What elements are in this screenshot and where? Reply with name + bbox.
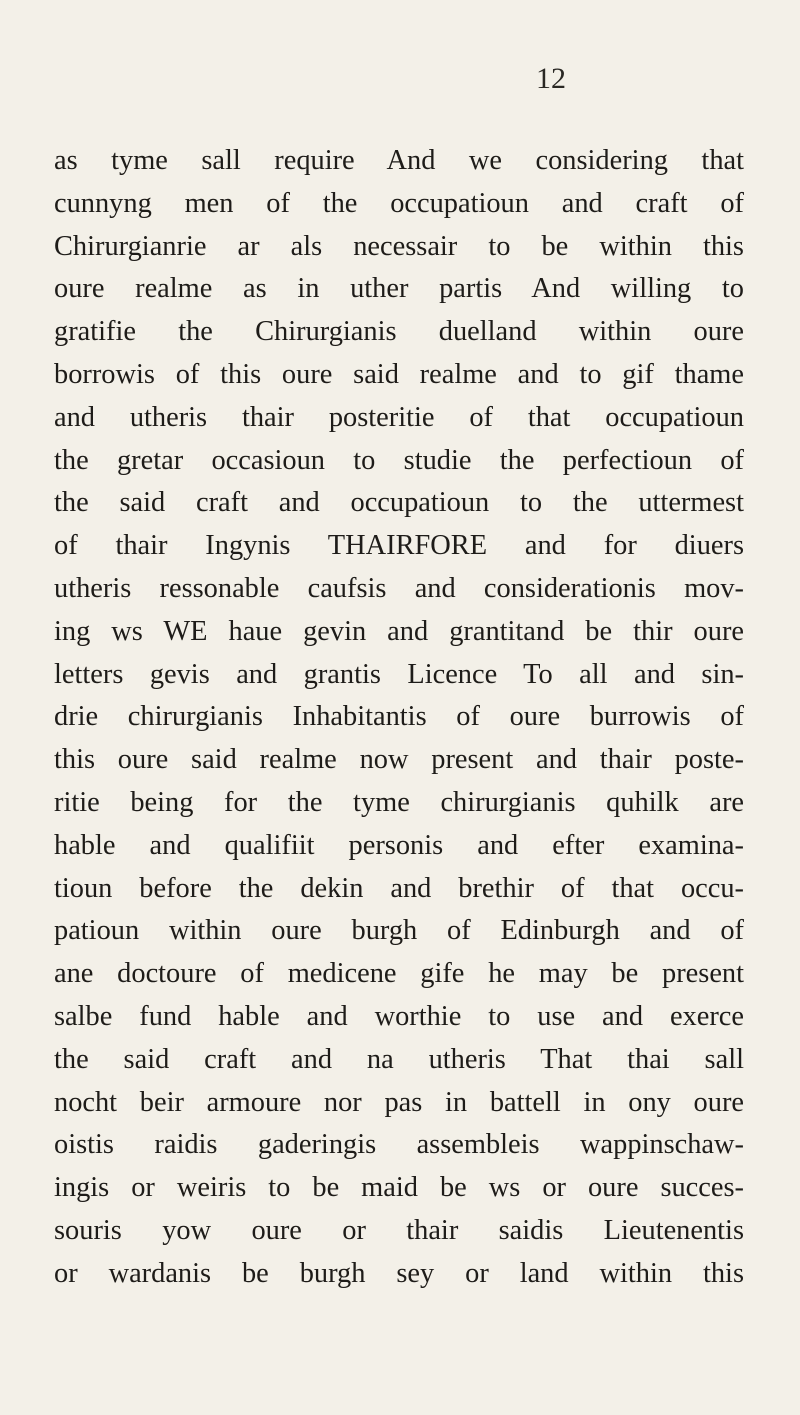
text-line: or wardanis be burgh sey or land within this — [54, 1257, 744, 1289]
text-line: utheris ressonable caufsis and considerationis mov- — [54, 572, 744, 604]
text-line: souris yow oure or thair saidis Lieutenentis — [54, 1214, 744, 1246]
text-line: Chirurgianrie ar als necessair to be within this — [54, 230, 744, 262]
text-line: drie chirurgianis Inhabitantis of oure burrowis of — [54, 701, 744, 733]
text-line: oure realme as in uther partis And willing to — [54, 273, 744, 305]
text-line: tioun before the dekin and brethir of that occu- — [54, 872, 744, 904]
text-line: ane doctoure of medicene gife he may be present — [54, 958, 744, 990]
text-line: the gretar occasioun to studie the perfectioun of — [54, 444, 744, 476]
text-line: ritie being for the tyme chirurgianis quhilk are — [54, 786, 744, 818]
body-text — [54, 140, 744, 1296]
text-line: gratifie the Chirurgianis duelland within oure — [54, 316, 744, 348]
text-line: the said craft and occupatioun to the uttermest — [54, 487, 744, 519]
text-line: this oure said realme now present and thair poste- — [54, 744, 744, 776]
text-line: and utheris thair posteritie of that occupatioun — [54, 401, 744, 433]
text-line: cunnyng men of the occupatioun and craft of — [54, 187, 744, 219]
text-line: oistis raidis gaderingis assembleis wappinschaw- — [54, 1129, 744, 1161]
text-line: ing ws WE haue gevin and grantitand be thir oure — [54, 615, 744, 647]
text-line: borrowis of this oure said realme and to gif thame — [54, 358, 744, 390]
text-line: salbe fund hable and worthie to use and exerce — [54, 1000, 744, 1032]
text-line: letters gevis and grantis Licence To all and sin- — [54, 658, 744, 690]
text-line: the said craft and na utheris That thai sall — [54, 1043, 744, 1075]
text-line: of thair Ingynis THAIRFORE and for diuers — [54, 530, 744, 562]
text-line: nocht beir armoure nor pas in battell in ony oure — [54, 1086, 744, 1118]
text-line: hable and qualifiit personis and efter examina- — [54, 829, 744, 861]
page-number: 12 — [536, 62, 566, 95]
text-line: ingis or weiris to be maid be ws or oure succes- — [54, 1172, 744, 1204]
text-line: as tyme sall require And we considering that — [54, 145, 744, 176]
text-line: patioun within oure burgh of Edinburgh and of — [54, 915, 744, 947]
